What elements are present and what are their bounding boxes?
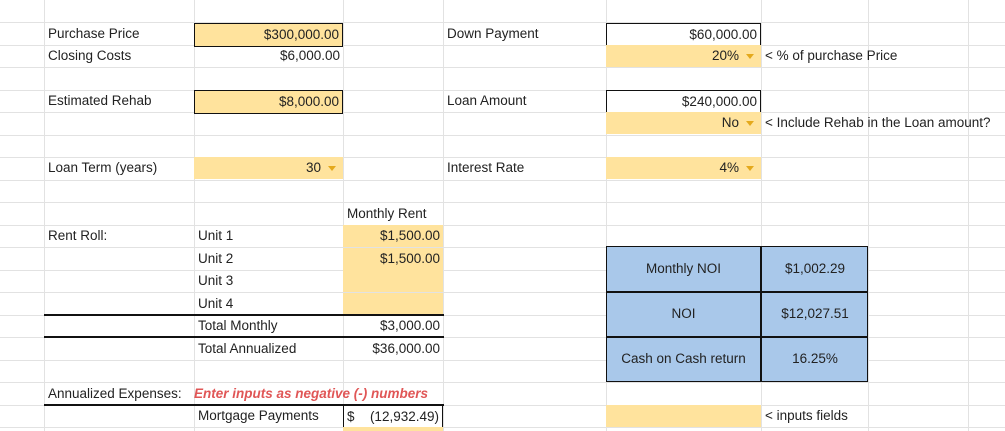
mortgage-payments-value[interactable]: [343, 405, 443, 429]
gridline: [0, 135, 1005, 136]
noi-value[interactable]: $12,027.51: [781, 306, 849, 321]
unit-name: Unit 3: [198, 273, 234, 288]
total-annualized-value[interactable]: $36,000.00: [372, 341, 440, 356]
include-rehab-dropdown[interactable]: No: [606, 112, 761, 134]
gridline: [0, 427, 1005, 428]
gridline: [968, 0, 969, 431]
mortgage-payments-label: Mortgage Payments: [198, 408, 319, 423]
loan-term-label: Loan Term (years): [48, 160, 158, 175]
loan-amount-label: Loan Amount: [447, 93, 527, 108]
estimated-rehab-input[interactable]: $8,000.00: [194, 90, 343, 114]
down-payment-percent-note: < % of purchase Price: [765, 48, 898, 63]
cash-on-cash-value[interactable]: 16.25%: [792, 351, 838, 366]
mortgage-amount: (12,932.49): [369, 409, 439, 424]
loan-amount-value[interactable]: $240,000.00: [606, 90, 761, 114]
purchase-price-input[interactable]: $300,000.00: [194, 23, 343, 47]
unit-rent-input[interactable]: [343, 293, 443, 315]
gridline: [0, 67, 1005, 68]
closing-costs-label: Closing Costs: [48, 48, 132, 63]
unit-name: Unit 1: [198, 228, 234, 243]
closing-costs-value[interactable]: $6,000.00: [279, 48, 340, 63]
next-input-cell[interactable]: [343, 427, 443, 431]
annualized-expenses-label: Annualized Expenses:: [48, 386, 182, 401]
purchase-price-label: Purchase Price: [48, 26, 140, 41]
expenses-hint: Enter inputs as negative (-) numbers: [194, 386, 429, 401]
down-payment-value[interactable]: $60,000.00: [606, 23, 761, 47]
monthly-noi-label: Monthly NOI: [645, 261, 722, 276]
total-monthly-label: Total Monthly: [198, 318, 278, 333]
gridline: [0, 180, 1005, 181]
noi-label: NOI: [671, 306, 696, 321]
rent-roll-label: Rent Roll:: [48, 228, 108, 243]
gridline: [443, 0, 444, 431]
interest-rate-dropdown[interactable]: 4%: [606, 157, 761, 179]
summary-divider: [606, 336, 868, 338]
legend-note: < inputs fields: [765, 408, 848, 423]
monthly-noi-value[interactable]: $1,002.29: [784, 261, 846, 276]
down-payment-label: Down Payment: [447, 26, 539, 41]
unit-rent-input[interactable]: $1,500.00: [343, 248, 443, 270]
unit-rent-input[interactable]: $1,500.00: [343, 225, 443, 247]
estimated-rehab-label: Estimated Rehab: [48, 93, 152, 108]
unit-rent-input[interactable]: [343, 270, 443, 292]
gridline: [0, 202, 1005, 203]
interest-rate-label: Interest Rate: [447, 160, 525, 175]
total-monthly-value[interactable]: $3,000.00: [379, 318, 440, 333]
summary-divider: [606, 291, 868, 293]
currency-symbol: $: [347, 409, 355, 424]
include-rehab-note: < Include Rehab in the Loan amount?: [765, 115, 991, 130]
unit-name: Unit 2: [198, 251, 234, 266]
unit-name: Unit 4: [198, 296, 234, 311]
cash-on-cash-label: Cash on Cash return: [621, 351, 746, 366]
monthly-rent-header: Monthly Rent: [347, 206, 427, 221]
down-payment-percent-dropdown[interactable]: 20%: [606, 45, 761, 67]
total-annualized-label: Total Annualized: [198, 341, 297, 356]
legend-swatch: [606, 405, 761, 427]
loan-term-dropdown[interactable]: 30: [194, 157, 343, 179]
